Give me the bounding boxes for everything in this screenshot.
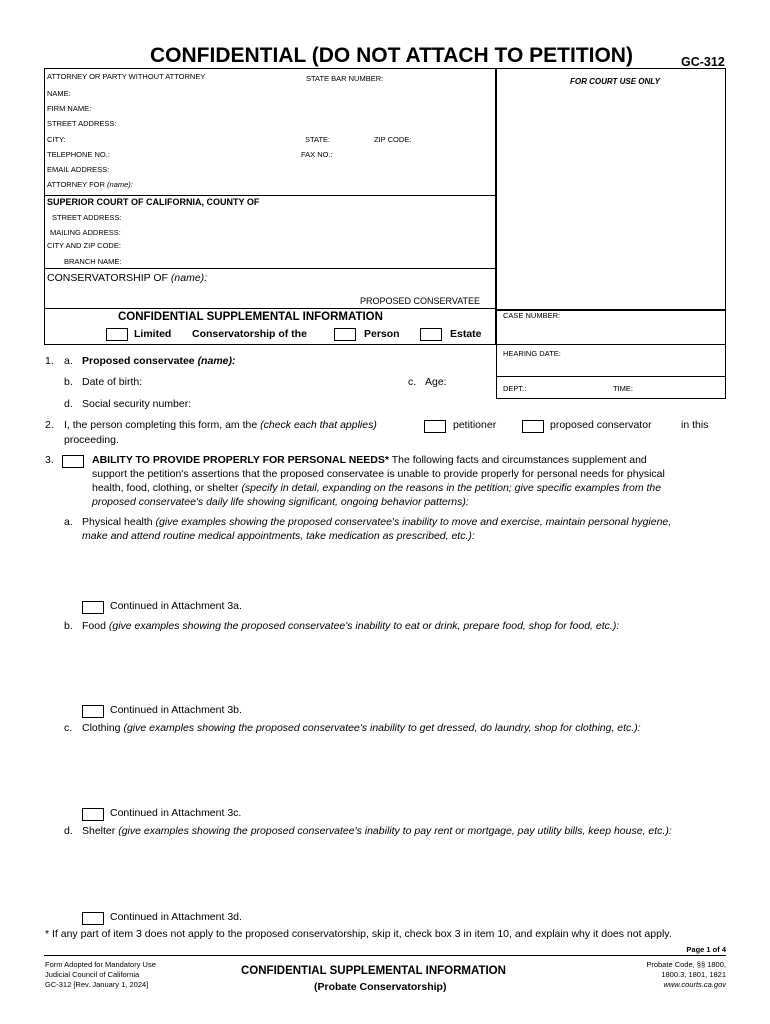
item3c-line [82, 722, 641, 734]
fax-field[interactable]: FAX NO.: [301, 150, 333, 159]
item3a-hint2: make and attend routine medical appointments, take medication as prescribed, etc.): [82, 530, 475, 542]
item3c-response-area[interactable] [82, 738, 722, 804]
item3b-response-area[interactable] [82, 636, 722, 700]
court-city-zip-field[interactable]: CITY AND ZIP CODE: [47, 241, 121, 250]
item3d-letter: d. [64, 825, 73, 837]
hearing-divider [496, 376, 726, 377]
conservatorship-name-hint: (name): [170, 272, 208, 284]
item3d-hint: (give examples showing the proposed conservatee's inability to pay rent or mortgage, pay utility bills, keep house, etc.): [118, 825, 672, 837]
attorney-for-hint: (name): [107, 180, 133, 189]
item2-text [64, 419, 377, 431]
email-field[interactable]: EMAIL ADDRESS: [47, 165, 110, 174]
item1a-letter: a. [64, 355, 73, 367]
attachment-3d-checkbox[interactable] [82, 912, 104, 925]
attorney-for-field[interactable] [47, 180, 133, 189]
conservatorship-of-the-label: Conservatorship of the [192, 328, 307, 340]
item2-hint: (check each that applies) [260, 419, 377, 431]
item1-number: 1. [45, 355, 54, 367]
item3-line4: proposed conservatee's daily life showing significant, ongoing behavior patterns): [92, 496, 469, 508]
case-number-field[interactable]: CASE NUMBER: [503, 311, 561, 320]
item2-number: 2. [45, 419, 54, 431]
petitioner-label: petitioner [453, 419, 497, 431]
hearing-date-field[interactable]: HEARING DATE: [503, 349, 561, 358]
footer-rev: GC-312 [Rev. January 1, 2024] [45, 980, 149, 989]
item3d-line [82, 825, 672, 837]
attachment-3b-label: Continued in Attachment 3b. [110, 704, 242, 716]
item1a-field[interactable] [82, 355, 235, 367]
zip-field[interactable]: ZIP CODE: [374, 135, 412, 144]
footer-council: Judicial Council of California [45, 970, 140, 979]
item3c-letter: c. [64, 722, 73, 734]
telephone-field[interactable]: TELEPHONE NO.: [47, 150, 110, 159]
street-address-field[interactable]: STREET ADDRESS: [47, 119, 117, 128]
proposed-conservator-label: proposed conservator [550, 419, 652, 431]
footnote: * If any part of item 3 does not apply to the proposed conservatorship, skip it, check box 3 in item 10, and explain why it does not apply. [45, 928, 672, 940]
item3b-hint: (give examples showing the proposed conservatee's inability to eat or drink, prepare food, shop for food, etc.): [108, 620, 620, 632]
item3-number: 3. [45, 454, 54, 466]
item3-line3b: (specify in detail, expanding on the reasons in the petition; give specific examples from the [241, 482, 662, 494]
proposed-conservator-checkbox[interactable] [522, 420, 544, 433]
attachment-3b-checkbox[interactable] [82, 705, 104, 718]
item3-line2: support the petition's assertions that the proposed conservatee is unable to provide properly for personal needs for physical [92, 468, 665, 480]
form-number: GC-312 [681, 55, 725, 69]
court-mailing-field[interactable]: MAILING ADDRESS: [50, 228, 121, 237]
footer-title: CONFIDENTIAL SUPPLEMENTAL INFORMATION [241, 965, 506, 977]
court-street-field[interactable]: STREET ADDRESS: [52, 213, 122, 222]
court-use-box[interactable] [496, 68, 726, 311]
form-title: CONFIDENTIAL (DO NOT ATTACH TO PETITION) [150, 44, 633, 67]
petitioner-checkbox[interactable] [424, 420, 446, 433]
proposed-conservatee-label: PROPOSED CONSERVATEE [360, 296, 481, 306]
firm-name-field[interactable]: FIRM NAME: [47, 104, 92, 113]
proceeding-label: proceeding. [64, 434, 119, 446]
age-field[interactable]: Age: [425, 376, 447, 388]
state-field[interactable]: STATE: [305, 135, 331, 144]
person-label: Person [364, 328, 400, 340]
item3d-label: Shelter [82, 825, 116, 837]
court-heading: SUPERIOR COURT OF CALIFORNIA, COUNTY OF [47, 197, 260, 207]
item3a-response-area[interactable] [82, 546, 722, 598]
attorney-box [44, 68, 496, 196]
court-branch-field[interactable]: BRANCH NAME: [64, 257, 122, 266]
item3-text1: The following facts and circumstances supplement and [388, 454, 647, 466]
attachment-3a-label: Continued in Attachment 3a. [110, 600, 242, 612]
footer-rule [44, 955, 726, 956]
item3b-label: Food [82, 620, 106, 632]
item2-text1: I, the person completing this form, am the [64, 419, 258, 431]
person-checkbox[interactable] [334, 328, 356, 341]
dept-field[interactable]: DEPT.: [503, 384, 527, 393]
attachment-3d-label: Continued in Attachment 3d. [110, 911, 242, 923]
estate-label: Estate [450, 328, 482, 340]
limited-label: Limited [134, 328, 172, 340]
item3c-label: Clothing [82, 722, 121, 734]
item1a-label: Proposed conservatee [82, 355, 195, 367]
in-this-label: in this [681, 419, 709, 431]
state-bar-label: STATE BAR NUMBER: [306, 74, 384, 83]
item3a-hint1: (give examples showing the proposed conservatee's inability to move and exercise, maintain personal hygiene, [155, 516, 672, 528]
item1d-letter: d. [64, 398, 73, 410]
item1b-letter: b. [64, 376, 73, 388]
attachment-3c-checkbox[interactable] [82, 808, 104, 821]
attorney-for-label: ATTORNEY FOR [47, 180, 105, 189]
conservatorship-of-label: CONSERVATORSHIP OF [47, 272, 168, 284]
conservatorship-of-field[interactable] [47, 272, 207, 284]
item3a-label: Physical health [82, 516, 153, 528]
item1c-letter: c. [408, 376, 417, 388]
item3a-letter: a. [64, 516, 73, 528]
item3-line3 [92, 482, 661, 494]
item3-line1 [92, 454, 647, 466]
footer-subtitle: (Probate Conservatorship) [314, 981, 447, 993]
item3-checkbox[interactable] [62, 455, 84, 468]
footer-code2: 1800.3, 1801, 1821 [661, 970, 726, 979]
court-use-label: FOR COURT USE ONLY [570, 77, 660, 86]
item3c-hint: (give examples showing the proposed conservatee's inability to get dressed, do laundry, shop for clothing, etc.): [123, 722, 641, 734]
footer-code1: Probate Code, §§ 1800, [646, 960, 726, 969]
footer-website[interactable]: www.courts.ca.gov [663, 980, 726, 989]
footer-adopted: Form Adopted for Mandatory Use [45, 960, 156, 969]
city-field[interactable]: CITY: [47, 135, 66, 144]
attachment-3a-checkbox[interactable] [82, 601, 104, 614]
estate-checkbox[interactable] [420, 328, 442, 341]
attorney-heading: ATTORNEY OR PARTY WITHOUT ATTORNEY [47, 72, 206, 81]
dob-field[interactable]: Date of birth: [82, 376, 143, 388]
attachment-3c-label: Continued in Attachment 3c. [110, 807, 242, 819]
limited-checkbox[interactable] [106, 328, 128, 341]
page-number: Page 1 of 4 [686, 945, 726, 954]
attorney-name-field[interactable]: NAME: [47, 89, 71, 98]
doc-title: CONFIDENTIAL SUPPLEMENTAL INFORMATION [118, 311, 383, 323]
item1a-hint: (name): [197, 355, 236, 367]
item3-heading: ABILITY TO PROVIDE PROPERLY FOR PERSONAL NEEDS* [92, 454, 389, 466]
item3d-response-area[interactable] [82, 842, 722, 906]
item3b-letter: b. [64, 620, 73, 632]
ssn-field[interactable]: Social security number: [82, 398, 192, 410]
case-divider [496, 344, 726, 345]
item3a-line1 [82, 516, 671, 528]
item3b-line [82, 620, 619, 632]
item3-line3a: health, food, clothing, or shelter [92, 482, 239, 494]
time-field[interactable]: TIME: [613, 384, 633, 393]
